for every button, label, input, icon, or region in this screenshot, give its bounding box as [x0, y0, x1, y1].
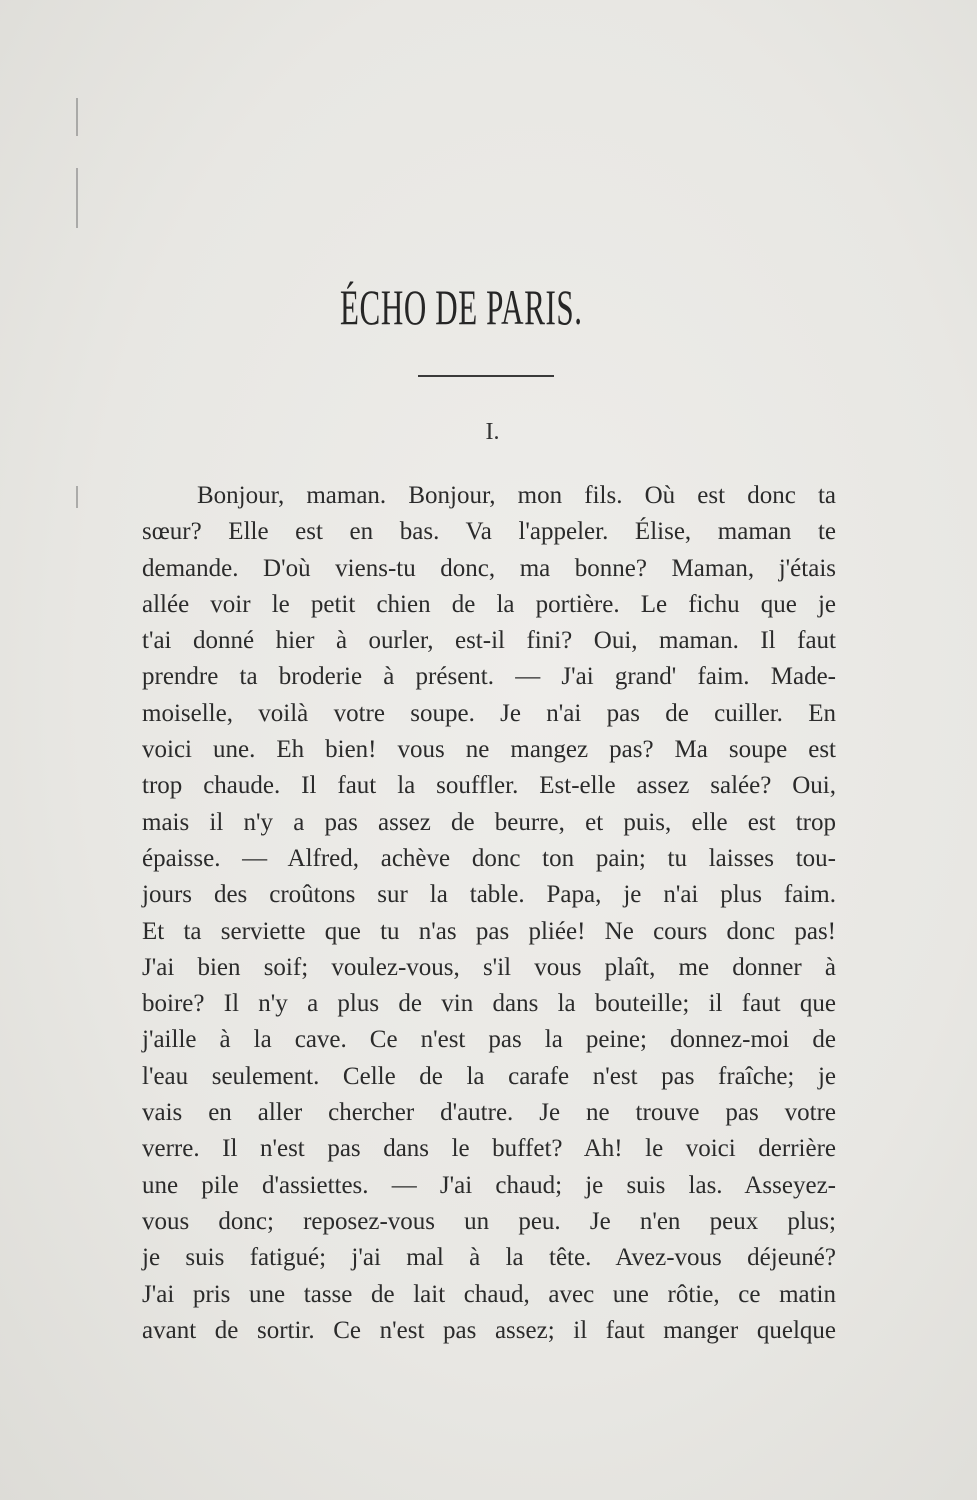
text-line: mais il n'y a pas assez de beurre, et puis, elle est trop: [142, 808, 836, 836]
text-line: une pile d'assiettes. — J'ai chaud; je suis las. Asseyez-: [142, 1171, 836, 1199]
title-divider: [418, 375, 554, 377]
text-line: J'ai bien soif; voulez-vous, s'il vous plaît, me donner à: [142, 953, 836, 981]
margin-mark-upper: [76, 98, 78, 136]
text-line: moiselle, voilà votre soupe. Je n'ai pas de cuiller. En: [142, 699, 836, 727]
text-line: vais en aller chercher d'autre. Je ne trouve pas votre: [142, 1099, 836, 1127]
margin-mark-lower: [76, 486, 78, 508]
text-line: avant de sortir. Ce n'est pas assez; il faut manger quelque: [142, 1316, 836, 1344]
text-line: demande. D'où viens-tu donc, ma bonne? Maman, j'étais: [142, 554, 836, 582]
text-line: l'eau seulement. Celle de la carafe n'est pas fraîche; je: [142, 1062, 836, 1090]
text-line: J'ai pris une tasse de lait chaud, avec une rôtie, ce matin: [142, 1280, 836, 1308]
text-line: trop chaude. Il faut la souffler. Est-elle assez salée? Oui,: [142, 772, 836, 800]
text-line: Bonjour, maman. Bonjour, mon fils. Où est donc ta: [197, 482, 836, 509]
text-line: voici une. Eh bien! vous ne mangez pas? Ma soupe est: [142, 736, 836, 764]
text-line: allée voir le petit chien de la portière. Le fichu que je: [142, 590, 836, 618]
text-line: je suis fatigué; j'ai mal à la tête. Avez-vous déjeuné?: [142, 1244, 836, 1272]
text-line: jours des croûtons sur la table. Papa, je n'ai plus faim.: [142, 881, 836, 909]
text-line: sœur? Elle est en bas. Va l'appeler. Élise, maman te: [142, 518, 836, 546]
text-line: t'ai donné hier à ourler, est-il fini? Oui, maman. Il faut: [142, 627, 836, 655]
text-line: vous donc; reposez-vous un peu. Je n'en peux plus;: [142, 1207, 836, 1235]
text-line: verre. Il n'est pas dans le buffet? Ah! le voici derrière: [142, 1135, 836, 1163]
margin-mark-middle: [76, 168, 78, 228]
text-line: épaisse. — Alfred, achève donc ton pain; tu laisses tou-: [142, 844, 836, 872]
text-line: prendre ta broderie à présent. — J'ai grand' faim. Made-: [142, 663, 836, 691]
text-line: j'aille à la cave. Ce n'est pas la peine; donnez-moi de: [142, 1026, 836, 1054]
text-line: boire? Il n'y a plus de vin dans la bouteille; il faut que: [142, 990, 836, 1018]
text-line: Et ta serviette que tu n'as pas pliée! Ne cours donc pas!: [142, 917, 836, 945]
page-title: ÉCHO DE PARIS.: [340, 279, 583, 335]
body-paragraph: [142, 478, 836, 1349]
section-number: I.: [485, 419, 500, 445]
